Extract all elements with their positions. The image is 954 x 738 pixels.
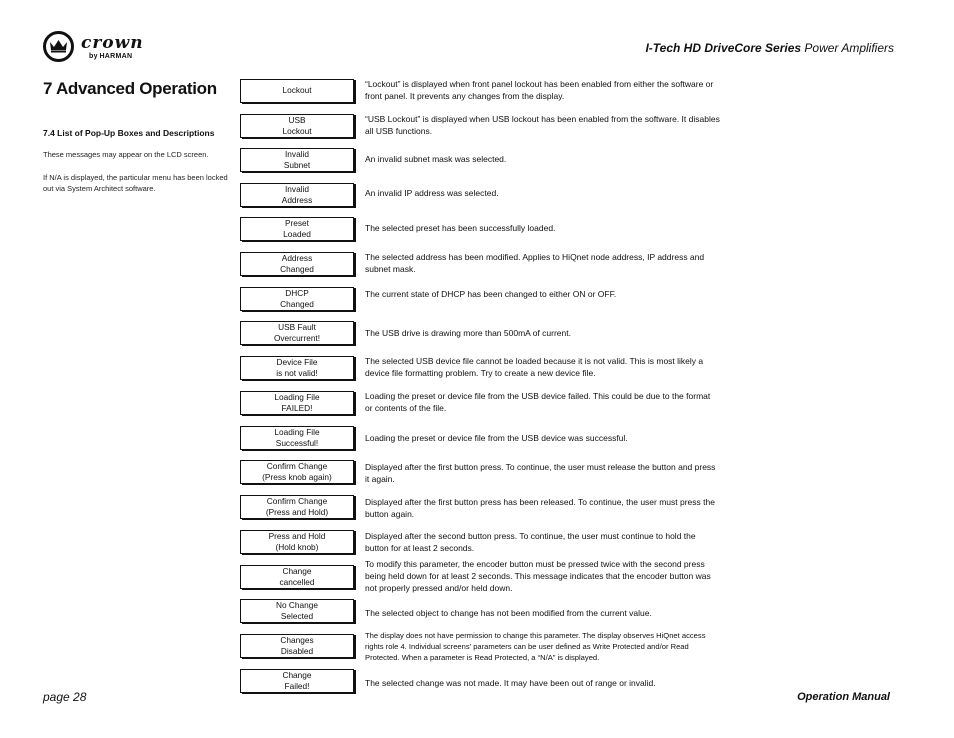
lcd-popup-box bbox=[240, 565, 354, 589]
popup-description: Loading the preset or device file from the USB device was successful. bbox=[365, 433, 628, 443]
popup-box-line: is not valid! bbox=[276, 368, 318, 378]
popup-description: The selected preset has been successfully loaded. bbox=[365, 223, 556, 233]
popup-description: Displayed after the second button press. To continue, the user must continue to hold the button for at least 2 seconds. bbox=[365, 531, 696, 553]
popup-box-line: USB bbox=[288, 114, 306, 125]
lcd-popup-box bbox=[240, 183, 354, 207]
popup-description: The display does not have permission to change this parameter. The display observes HiQnet access rights role 4. Individual screens’ parameters can be user defined as Write Protected and/or Read Protected. When a parameter is Read Protected, a “N/A” is displayed. bbox=[365, 631, 706, 662]
lcd-popup-box bbox=[240, 460, 354, 484]
page-number: page 28 bbox=[43, 690, 87, 704]
popup-description: “USB Lockout” is displayed when USB lockout has been enabled from the software. It disables all USB functions. bbox=[365, 114, 720, 136]
popup-description: Loading the preset or device file from the USB device failed. This could be due to the format or contents of the file. bbox=[365, 391, 711, 413]
popup-box-line: Lockout bbox=[282, 126, 312, 136]
popup-description: Displayed after the first button press has been released. To continue, the user must press the button again. bbox=[365, 497, 715, 519]
popup-box-line: Device File bbox=[276, 356, 318, 367]
popup-box-line: Selected bbox=[280, 611, 314, 621]
popup-box-line: cancelled bbox=[279, 577, 315, 587]
popup-description: To modify this parameter, the encoder button must be pressed twice with the second press being held down for at least 2 seconds. This message indicates that the encoder button was not properly pressed and/or held down. bbox=[365, 559, 711, 593]
popup-description: The selected address has been modified. Applies to HiQnet node address, IP address and subnet mask. bbox=[365, 252, 705, 274]
popup-box-line: Loading File bbox=[274, 426, 320, 437]
popup-description: The selected change was not made. It may have been out of range or invalid. bbox=[365, 678, 656, 688]
popup-box-line: Overcurrent! bbox=[273, 333, 321, 343]
popup-box-line: USB Fault bbox=[278, 321, 316, 332]
popup-description: An invalid IP address was selected. bbox=[365, 188, 499, 198]
na-note: If N/A is displayed, the particular menu has been locked out via System Architect software. bbox=[43, 173, 228, 193]
lcd-popup-box bbox=[240, 148, 354, 172]
popup-box-line: Successful! bbox=[275, 438, 319, 448]
crown-icon bbox=[49, 38, 68, 53]
popup-box-line: Confirm Change bbox=[266, 460, 328, 471]
popup-box-line: Address bbox=[281, 195, 313, 205]
popup-description: The selected object to change has not been modified from the current value. bbox=[365, 608, 652, 618]
by-harman-text bbox=[89, 53, 132, 60]
popup-box-line: Change bbox=[282, 669, 312, 680]
lcd-popup-box bbox=[240, 599, 354, 623]
popup-description: The selected USB device file cannot be loaded because it is not valid. This is most likely a device file formatting problem. Try to create a new device file. bbox=[365, 356, 704, 378]
lcd-popup-box bbox=[240, 426, 354, 450]
section-title: 7 Advanced Operation bbox=[43, 79, 217, 98]
lcd-popup-box bbox=[240, 634, 354, 658]
popup-box-line: Disabled bbox=[280, 646, 314, 656]
popup-box-line: Changes bbox=[280, 634, 314, 645]
product-series-header bbox=[645, 41, 894, 55]
popup-box-line: No Change bbox=[276, 599, 318, 610]
popup-box-line: Invalid bbox=[285, 148, 309, 159]
popup-box-line: Loading File bbox=[274, 391, 320, 402]
popup-box-line: Lockout bbox=[282, 85, 312, 96]
popup-box-line: Press and Hold bbox=[268, 530, 326, 541]
by-text: by bbox=[89, 53, 98, 60]
series-name: I-Tech HD DriveCore Series bbox=[645, 41, 802, 55]
popup-box-line: Subnet bbox=[283, 160, 311, 170]
popup-box-line: FAILED! bbox=[281, 403, 313, 413]
popup-box-line: Loaded bbox=[283, 229, 311, 239]
lcd-popup-box bbox=[240, 391, 354, 415]
popup-box-line: DHCP bbox=[285, 287, 309, 298]
popup-box-line: (Press and Hold) bbox=[265, 507, 329, 517]
lcd-note: These messages may appear on the LCD screen. bbox=[43, 150, 209, 159]
popup-description: The current state of DHCP has been changed to either ON or OFF. bbox=[365, 289, 617, 299]
popup-description: An invalid subnet mask was selected. bbox=[365, 154, 507, 164]
lcd-popup-box bbox=[240, 356, 354, 380]
crown-harman-logo bbox=[43, 31, 163, 67]
lcd-popup-box bbox=[240, 217, 354, 241]
lcd-popup-box bbox=[240, 669, 354, 693]
series-suffix: Power Amplifiers bbox=[801, 41, 894, 55]
popup-box-line: Change bbox=[282, 565, 312, 576]
lcd-popup-box bbox=[240, 321, 354, 345]
manual-name: Operation Manual bbox=[797, 691, 890, 703]
lcd-popup-box bbox=[240, 252, 354, 276]
popup-box-line: Changed bbox=[280, 264, 314, 274]
popup-box-line: (Press knob again) bbox=[262, 472, 332, 482]
lcd-popup-box bbox=[240, 287, 354, 311]
lcd-popup-box bbox=[240, 79, 354, 103]
popup-description: The USB drive is drawing more than 500mA of current. bbox=[365, 328, 571, 338]
popup-box-line: Changed bbox=[280, 299, 314, 309]
popup-box-line: Address bbox=[281, 252, 313, 263]
popup-description: “Lockout” is displayed when front panel lockout has been enabled from either the software or front panel. It prevents any changes from the display. bbox=[365, 79, 714, 101]
harman-text: HARMAN bbox=[99, 53, 133, 60]
crown-wordmark: crown bbox=[81, 33, 144, 53]
popup-box-line: Invalid bbox=[285, 183, 309, 194]
popup-description: Displayed after the first button press. To continue, the user must release the button and press it again. bbox=[365, 462, 716, 484]
lcd-popup-box bbox=[240, 495, 354, 519]
popup-box-line: Preset bbox=[285, 217, 309, 228]
popup-box-line: Confirm Change bbox=[266, 495, 328, 506]
popup-box-line: Failed! bbox=[284, 681, 310, 691]
popup-box-line: (Hold knob) bbox=[275, 542, 319, 552]
lcd-popup-box bbox=[240, 114, 354, 138]
lcd-popup-box bbox=[240, 530, 354, 554]
subsection-title: 7.4 List of Pop-Up Boxes and Descriptions bbox=[43, 128, 215, 138]
